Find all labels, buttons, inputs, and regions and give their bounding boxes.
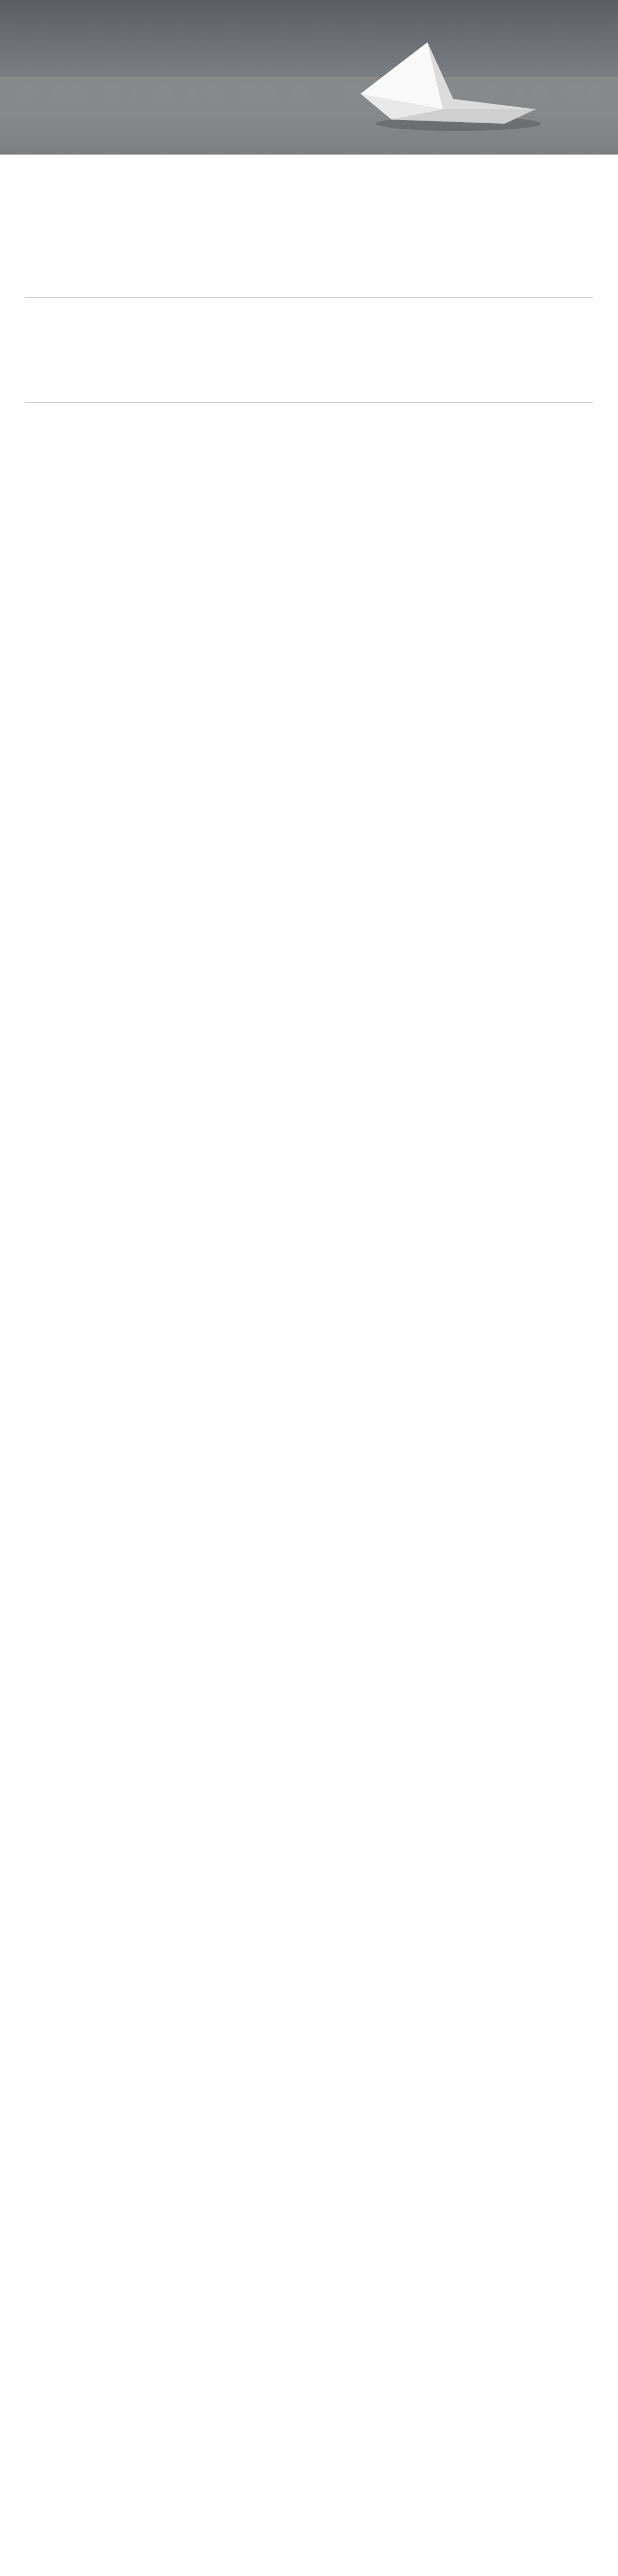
organization-section: [0, 402, 618, 418]
individual-name-grid: [0, 298, 618, 311]
paper-boat-image: [350, 32, 546, 135]
hero-banner: [0, 0, 618, 155]
individual-section: [0, 297, 618, 311]
organization-list: [0, 403, 618, 418]
